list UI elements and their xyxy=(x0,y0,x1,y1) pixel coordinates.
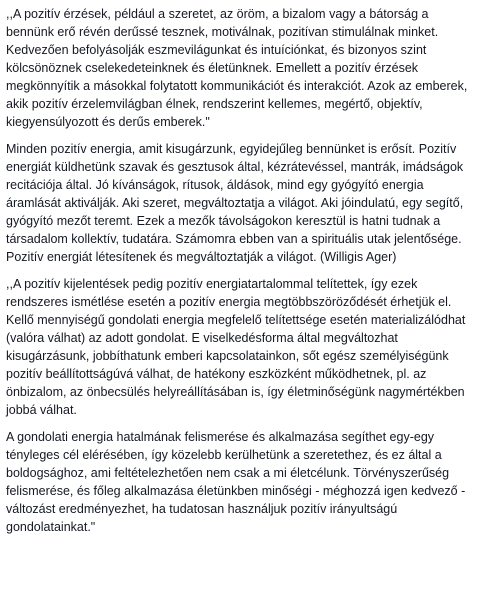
paragraph-4: A gondolati energia hatalmának felismerése és alkalmazása segíthet egy-egy tényleges cél elérésében, így közelebb kerülhetünk a szeretethez, és ez által a boldogsághoz, ami feltételezhetően nem csak a mi életcélunk. Törvényszerűség felismerése, és főleg alkalmazása életünkben minőségi - méghozzá igen kedvező - változást eredményezhet, ha tudatosan használjuk pozitív irányultságú gondolatainkat." xyxy=(6,430,466,534)
paragraph-2: Minden pozitív energia, amit kisugárzunk, egyidejűleg bennünket is erősít. Pozitív energiát küldhetünk szavak és gesztusok által, kézrátevéssel, mantrák, imádságok recitációja által. Jó kívánságok, rítusok, áldások, mind egy gyógyító energia áramlását aktiválják. Aki szeret, megváltoztatja a világot. Aki jóindulatú, egy segítő, gyógyító mezőt teremt. Ezek a mezők távolságokon keresztül is hatni tudnak a társadalom kollektív, tudatára. Számomra ebben van a spirituális utak jelentősége. Pozitív energiát létesítenek és megváltoztatják a világot. (Willigis Ager) xyxy=(6,142,464,264)
paragraph-1: ,,A pozitív érzések, például a szeretet, az öröm, a bizalom vagy a bátorság a bennünk erő révén derűssé tesznek, motiválnak, pozitívan stimulálnak minket. Kedvezően befolyásolják eszmevilágunkat és intuíciónkat, és bizonyos szint kölcsönöznek cselekedeteinknek és életünknek. Emellett a pozitív érzések megkönnyítik a másokkal folytatott kommunikációt és interakciót. Azok az emberek, akik pozitív érzelemvilágban élnek, rendszerint kellemes, megértő, objektív, kiegyensúlyozott és derűs emberek." xyxy=(6,7,468,129)
paragraph-3: ,,A pozitív kijelentések pedig pozitív energiatartalommal telítettek, így ezek rendszeres ismétlése esetén a pozitív energia megtöbbszöröződését érhetjük el. Kellő mennyiségű gondolati energia megfelelő telítettsége esetén materializálódhat (valóra válhat) az adott gondolat. E viselkedésforma által megváltozhat kisugárzásunk, jobbíthatunk emberi kapcsolatainkon, sőt egész személyiségünk pozitív beállítottságúvá válhat, de hatékony eszközként működhetnek, pl. az önbizalom, az önbecsülés helyreállításában is, így életminőségünk nagymértékben jobbá válhat. xyxy=(6,277,466,417)
